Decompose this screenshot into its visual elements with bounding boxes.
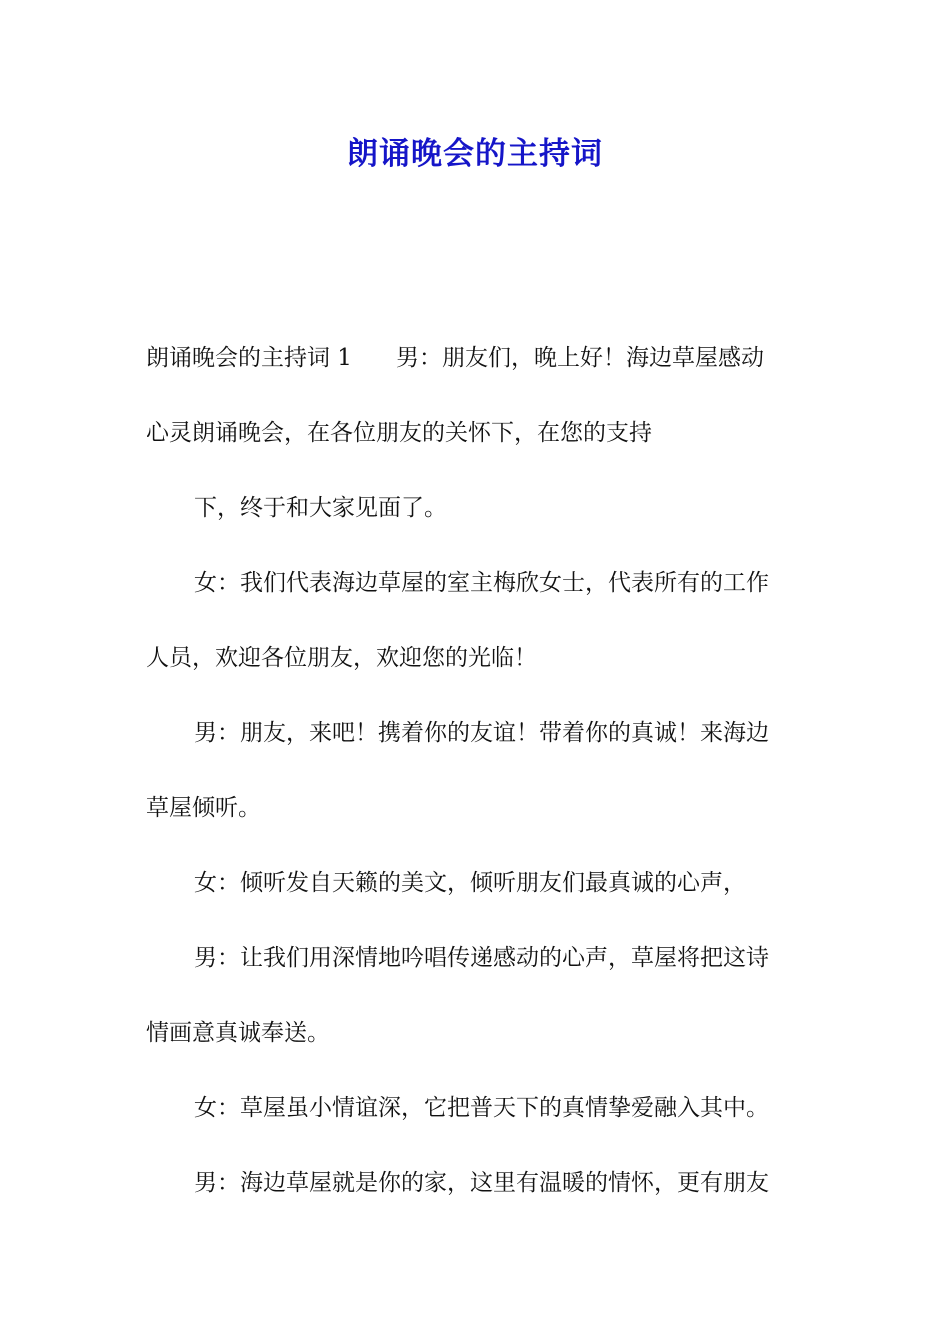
paragraph-line-10: 情画意真诚奉送。 [146, 1020, 330, 1046]
document-title: 朗诵晚会的主持词 [347, 136, 603, 172]
paragraph-line-12: 男：海边草屋就是你的家，这里有温暖的情怀，更有朋友 [194, 1170, 769, 1196]
paragraph-line-9: 男：让我们用深情地吟唱传递感动的心声，草屋将把这诗 [194, 945, 769, 971]
section-heading: 朗诵晚会的主持词 1 [146, 345, 352, 371]
paragraph-line-8: 女：倾听发自天籁的美文，倾听朋友们最真诚的心声， [194, 870, 746, 896]
document-body [146, 338, 808, 1238]
dialogue-text: 男：朋友们，晚上好！海边草屋感动 [395, 345, 764, 371]
paragraph-line-5: 人员，欢迎各位朋友，欢迎您的光临！ [146, 645, 537, 671]
paragraph-line-4: 女：我们代表海边草屋的室主梅欣女士，代表所有的工作 [194, 570, 769, 596]
paragraph-line-7: 草屋倾听。 [146, 795, 261, 821]
paragraph-line-6: 男：朋友，来吧！携着你的友谊！带着你的真诚！来海边 [194, 720, 769, 746]
paragraph-line-1 [146, 338, 808, 379]
paragraph-line-3: 下，终于和大家见面了。 [194, 495, 447, 521]
paragraph-line-2: 心灵朗诵晚会，在各位朋友的关怀下，在您的支持 [146, 420, 652, 446]
paragraph-line-11: 女：草屋虽小情谊深，它把普天下的真情挚爱融入其中。 [194, 1095, 769, 1121]
